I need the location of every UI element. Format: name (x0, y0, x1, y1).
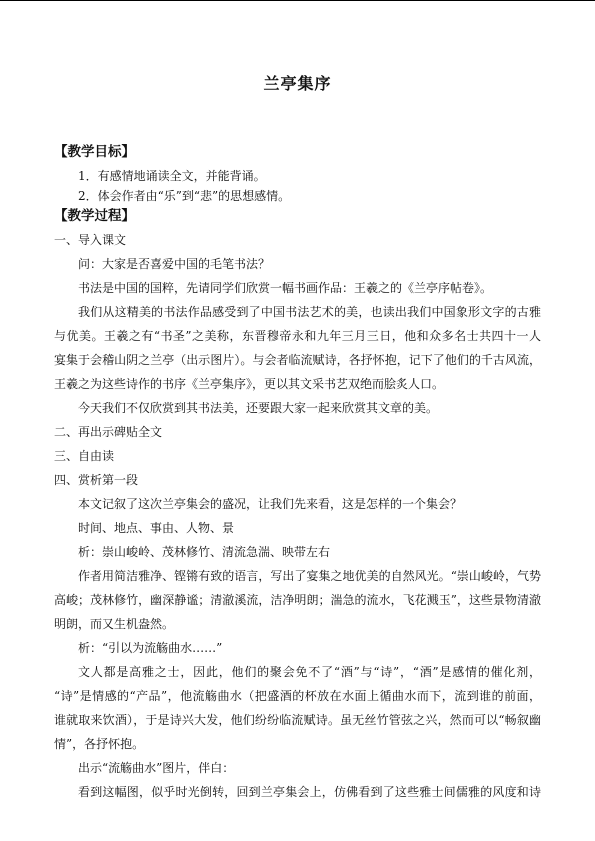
top-border-line (0, 0, 595, 1)
paragraph-line: 看到这幅图，似乎时光倒转，回到兰亭集会上，仿佛看到了这些雅士间儒雅的风度和诗 (78, 785, 541, 799)
paragraph-line: 书法是中国的国粹，先请同学们欣赏一幅书画作品：王羲之的《兰亭序帖卷》。 (78, 281, 493, 295)
paragraph-line: 今天我们不仅欣赏到其书法美，还要跟大家一起来欣赏其文章的美。 (78, 401, 439, 415)
paragraph-line: 析：崇山峻岭、茂林修竹、清流急湍、映带左右 (78, 545, 331, 559)
paragraph-line: “诗”是情感的“产品”，他流觞曲水（把盛酒的杯放在水面上循曲水而下，流到谁的前面， (54, 689, 541, 703)
page-title: 兰亭集序 (263, 74, 332, 93)
paragraph-line: 出示“流觞曲水”图片，伴白： (78, 761, 235, 775)
goal-item-2: 2．体会作者由“乐”到“悲”的思想感情。 (78, 189, 291, 203)
goal-item-1: 1．有感情地诵读全文，并能背诵。 (78, 169, 266, 183)
section-heading-3: 三、自由读 (54, 449, 115, 463)
paragraph-line: 析：“引以为流觞曲水……” (78, 641, 223, 655)
paragraph-line: 明朗，而又生机盎然。 (54, 617, 175, 631)
paragraph-line: 时间、地点、事由、人物、景 (78, 521, 235, 535)
paragraph-line: 宴集于会稽山阴之兰亭（出示图片）。与会者临流赋诗，各抒怀抱，记下了他们的千古风流， (54, 353, 541, 367)
section-heading-4: 四、赏析第一段 (54, 473, 139, 487)
paragraph-line: 文人都是高雅之士，因此，他们的聚会免不了“酒”与“诗”，“酒”是感情的催化剂， (78, 665, 541, 679)
paragraph-line: 本文记叙了这次兰亭集会的盛况，让我们先来看，这是怎样的一个集会？ (78, 497, 463, 511)
teaching-process-heading: 【教学过程】 (54, 208, 135, 224)
paragraph-line: 作者用简洁雅净、铿锵有致的语言，写出了宴集之地优美的自然风光。“崇山峻岭，气势 (78, 569, 541, 583)
paragraph-line: 高峻；茂林修竹，幽深静谧；清澈溪流，洁净明朗；湍急的流水，飞花溅玉”，这些景物清澈 (54, 593, 541, 607)
paragraph-line: 与优美。王羲之有“书圣”之美称，东晋穆帝永和九年三月三日，他和众多名士共四十一人 (54, 329, 541, 343)
paragraph-line: 问：大家是否喜爱中国的毛笔书法？ (78, 257, 271, 271)
section-intro-heading: 一、导入课文 (54, 233, 127, 247)
teaching-goals-heading: 【教学目标】 (54, 144, 135, 160)
paragraph-line: 王羲之为这些诗作的书序《兰亭集序》，更以其文采书艺双绝而脍炙人口。 (54, 377, 445, 391)
paragraph-line: 情”，各抒怀抱。 (54, 737, 145, 751)
paragraph-line: 我们从这精美的书法作品感受到了中国书法艺术的美，也读出我们中国象形文字的古雅 (78, 305, 541, 319)
section-heading-2: 二、再出示碑贴全文 (54, 425, 163, 439)
paragraph-line: 谁就取来饮酒），于是诗兴大发，他们纷纷临流赋诗。虽无丝竹管弦之兴，然而可以“畅叙幽 (54, 713, 541, 727)
